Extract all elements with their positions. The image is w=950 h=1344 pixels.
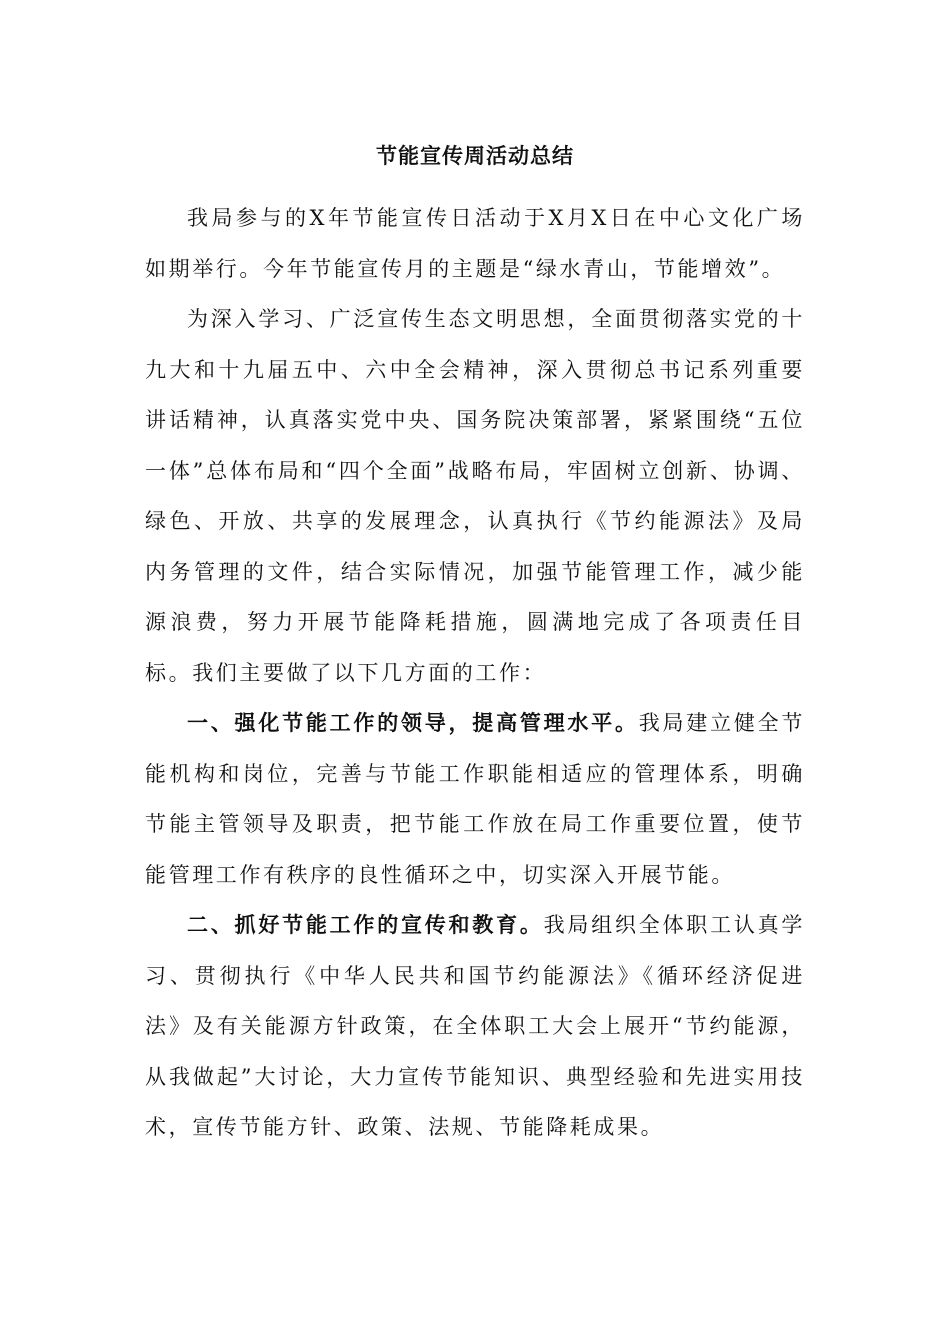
paragraph-3-text: 我局建立健全节能机构和岗位，完善与节能工作职能相适应的管理体系，明确节能主管领导及职责，把节能工作放在局工作重要位置，使节能管理工作有秩序的良性循环之中，切实深入开展节能。 bbox=[145, 711, 806, 887]
document-body bbox=[145, 193, 805, 1153]
paragraph-2-text: 为深入学习、广泛宣传生态文明思想，全面贯彻落实党的十九大和十九届五中、六中全会精神，深入贯彻总书记系列重要讲话精神，认真落实党中央、国务院决策部署，紧紧围绕“五位一体”总体布局和“四个全面”战略布局，牢固树立创新、协调、绿色、开放、共享的发展理念，认真执行《节约能源法》及局内务管理的文件，结合实际情况，加强节能管理工作，减少能源浪费，努力开展节能降耗措施，圆满地完成了各项责任目标。我们主要做了以下几方面的工作： bbox=[145, 307, 805, 685]
paragraph-1-text: 我局参与的X年节能宣传日活动于X月X日在中心文化广场如期举行。今年节能宣传月的主题是“绿水青山，节能增效”。 bbox=[145, 206, 805, 281]
document-title: 节能宣传周活动总结 bbox=[376, 143, 574, 168]
paragraph-1 bbox=[145, 193, 805, 294]
paragraph-4 bbox=[145, 900, 805, 1153]
paragraph-4-text: 我局组织全体职工认真学习、贯彻执行《中华人民共和国节约能源法》《循环经济促进法》及有关能源方针政策，在全体职工大会上展开“节约能源，从我做起”大讨论，大力宣传节能知识、典型经验和先进实用技术，宣传节能方针、政策、法规、节能降耗成果。 bbox=[145, 913, 805, 1139]
paragraph-3-lead: 一、强化节能工作的领导，提高管理水平。 bbox=[187, 710, 639, 735]
paragraph-4-lead: 二、抓好节能工作的宣传和教育。 bbox=[187, 912, 544, 937]
paragraph-3 bbox=[145, 698, 805, 900]
paragraph-2 bbox=[145, 294, 805, 698]
